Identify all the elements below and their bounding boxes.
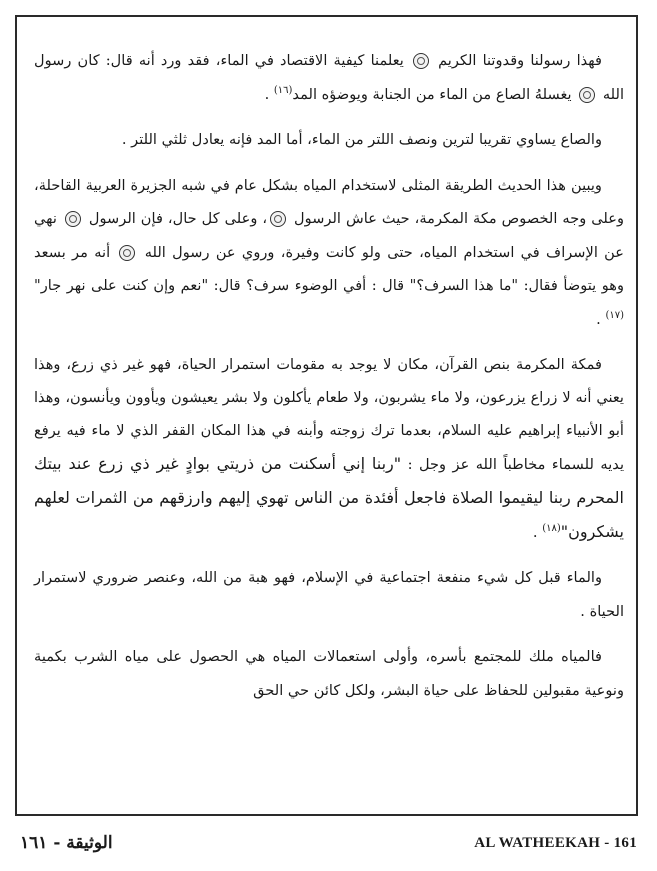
text-segment: والماء قبل كل شيء منفعة اجتماعية في الإسلام، فهو هبة من الله، وعنصر ضروري لاستمرار الحياة . [34,569,624,620]
page-footer [20,826,637,860]
footnote-ref: (١٦) [273,84,293,96]
salawat-seal-icon [119,245,135,261]
text-segment: فالمياه ملك للمجتمع بأسره، وأولى استعمالات المياه هي الحصول على مياه الشرب بكمية ونوعية مقبولين للحفاظ على حياة البشر، ولكل كائن حي الحق [34,648,624,699]
paragraph-p4 [34,348,624,549]
salawat-seal-icon [413,53,429,69]
salawat-seal-icon [579,87,595,103]
quran-quote: "ربنا إني أسكنت من ذريتي بوادٍ غير ذي زرع عند بيتك المحرم ربنا ليقيموا الصلاة فاجعل أفئدة من الناس تهوي إليهم وارزقهم من الثمرات لعلهم يشكرون" [34,454,624,541]
text-segment: يغسلهُ الصاع من الماء من الجنابة ويوضؤه المد [292,85,577,103]
text-segment: . [264,85,274,103]
text-segment: ويبين هذا الحديث الطريقة المثلى لاستخدام المياه بشكل عام في شبه الجزيرة العربية القاحلة، وعلى وجه الخصوص مكة المكرمة، حيث عاش الرسول [34,176,625,227]
paragraph-p6 [34,640,624,707]
text-segment: يعلمنا كيفية الاقتصاد في الماء، فقد ورد أنه قال: كان رسول الله [34,52,624,103]
paragraph-p3 [34,169,624,337]
footnote-ref: (١٧) [605,309,624,321]
text-segment: ، وعلى كل حال، فإن الرسول [83,210,268,227]
footer-english: AL WATHEEKAH - 161 [474,834,637,851]
text-segment: . [596,310,606,328]
article-body [34,44,624,719]
text-segment: والصاع يساوي تقريبا لترين ونصف اللتر من الماء، أما المد فإنه يعادل ثلثي اللتر . [121,131,602,148]
text-segment: فهذا رسولنا وقدوتنا الكريم [431,52,602,69]
footer-arabic: الوثيقة - ١٦١ [20,833,113,853]
text-segment: نهي عن الإسراف في استخدام المياه، حتى ولو كانت وفيرة، وروي عن رسول الله [34,210,624,261]
salawat-seal-icon [270,211,286,227]
salawat-seal-icon [65,211,81,227]
paragraph-p5 [34,561,624,628]
paragraph-p2 [34,123,624,157]
footnote-ref: (١٨) [542,523,561,535]
paragraph-p1 [34,44,624,111]
text-segment: . [532,524,543,541]
text-segment: فمكة المكرمة بنص القرآن، مكان لا يوجد به مقومات استمرار الحياة، فهو غير ذي زرع، وهذا يعني أنه لا زراع يزرعون، ولا ماء يشربون، ولا طعام يأكلون ولا بشر يعيشون ويأوون ويأنسون، وهذا أبو الأنبياء إبراهيم عليه السلام، بعدما ترك زوجته وأبنه في هذا المكان القفر الذي لا ماء فيه يرفع يديه للسماء مخاطباً الله عز وجل : [34,356,625,473]
text-segment: أنه مر بسعد وهو يتوضأ فقال: "ما هذا السرف؟" قال : أفي الوضوء سرف؟ قال: "نعم وإن كنت على نهر جار" [34,243,624,294]
